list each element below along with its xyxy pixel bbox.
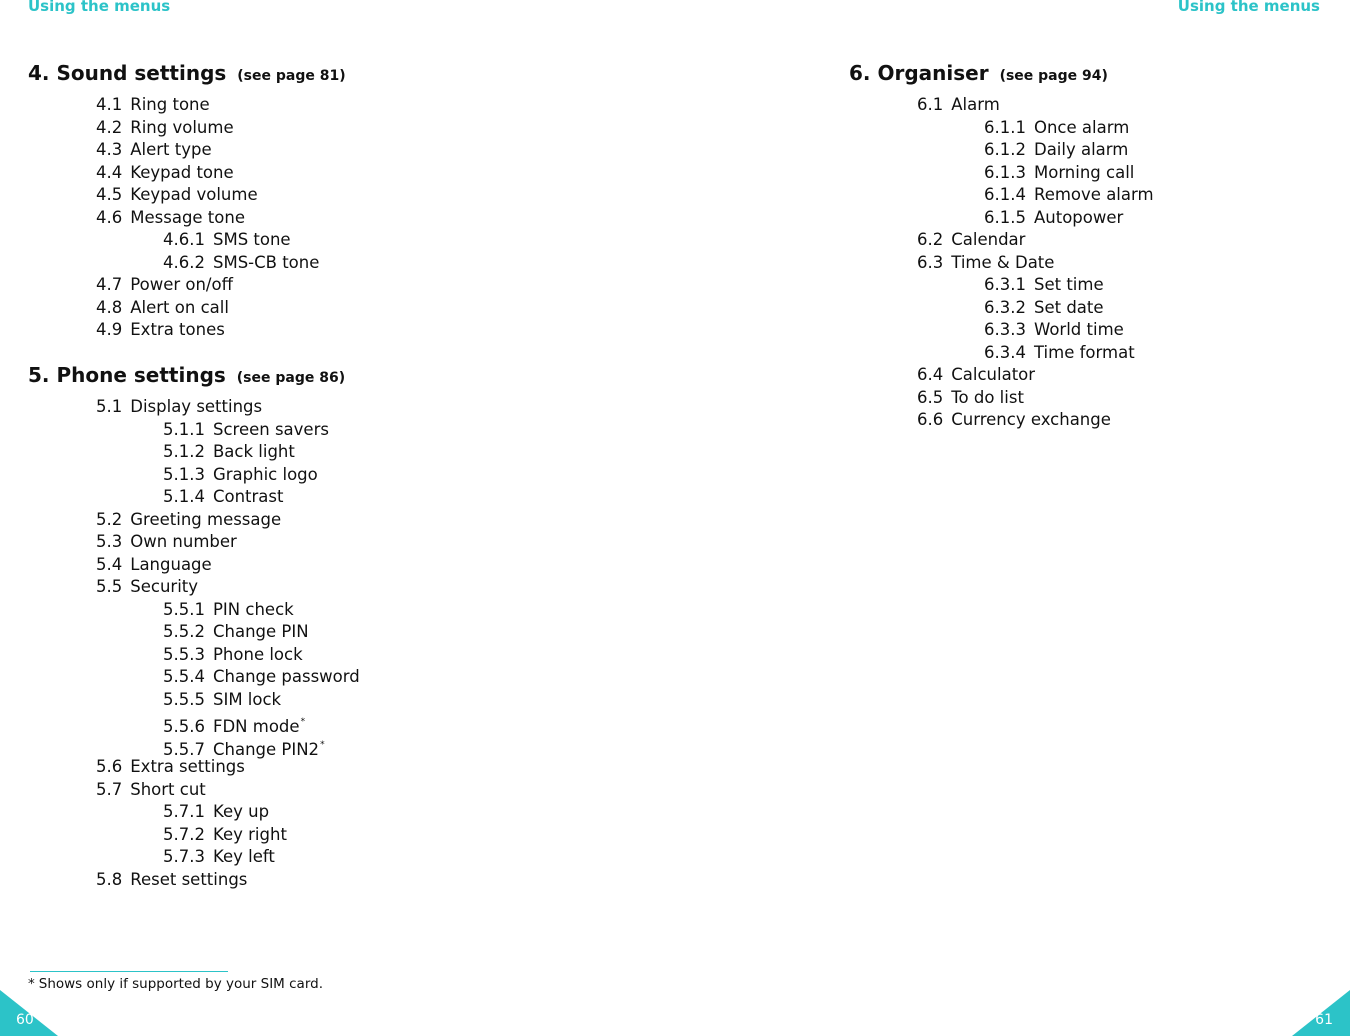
menu-item-label: Morning call [1033,162,1135,182]
menu-item-number: 4.8 [96,297,123,317]
menu-item [28,531,360,554]
menu-item [28,117,346,140]
menu-item-number: 5.5.2 [163,622,205,641]
menu-item-label: Reset settings [130,869,248,889]
menu-item [28,252,346,275]
menu-item-number: 5.1 [96,397,123,416]
menu-item [849,207,1154,230]
menu-item [849,319,1154,342]
menu-item-label: FDN mode [212,717,300,736]
menu-item-label: Change PIN [212,622,309,641]
menu-item-number: 5.5.7 [163,739,205,759]
menu-item-label: Key up [212,802,270,821]
menu-item-number: 6.3.1 [984,275,1026,294]
footnote-divider [30,971,228,972]
menu-item-label: Security [130,577,199,596]
menu-item-number: 5.5.3 [163,644,205,664]
menu-item [28,297,346,320]
menu-item [28,846,360,869]
menu-item-label: Own number [130,532,237,551]
menu-item [849,409,1154,432]
menu-item [28,801,360,824]
menu-item-label: Keypad tone [130,162,234,182]
menu-item-label: Ring tone [130,95,210,114]
menu-item-label: Phone lock [212,644,303,664]
menu-item-label: SMS tone [212,230,291,249]
see-page-reference: (see page 81) [237,68,346,84]
footnote-reference-mark: * [300,717,306,727]
see-page-reference: (see page 94) [999,68,1108,84]
menu-item [28,486,360,509]
section-number: 6. [849,61,871,85]
menu-item-label: Once alarm [1033,117,1130,137]
menu-item [28,779,360,802]
menu-item-number: 5.6 [96,757,123,776]
menu-item [28,689,360,712]
section-number: 4. [28,61,50,85]
section-sound-settings [28,60,346,342]
menu-item [849,117,1154,140]
menu-item-number: 6.1 [917,95,944,114]
menu-item-label: Extra settings [130,757,245,776]
menu-item-number: 5.5.6 [163,717,205,736]
menu-list [849,94,1154,432]
menu-item [28,207,346,230]
menu-item-label: Extra tones [130,320,225,339]
section-phone-settings [28,362,360,891]
menu-item [849,364,1154,387]
section-organiser [849,60,1154,432]
menu-item-label: Alarm [951,95,1000,114]
menu-item-number: 6.5 [917,387,944,407]
menu-item-number: 5.5 [96,577,123,596]
menu-item-number: 6.2 [917,230,944,249]
menu-item [28,824,360,847]
menu-item-label: To do list [951,387,1024,407]
menu-item-number: 4.7 [96,275,123,294]
menu-item-label: Alert type [130,140,212,159]
menu-item [28,554,360,577]
footnote-mark: * [28,976,35,992]
menu-item-number: 5.8 [96,869,123,889]
footnote [28,976,323,992]
page-number-right: 61 [1315,1012,1333,1028]
menu-item [28,644,360,667]
menu-list [28,396,360,891]
page-corner-left-triangle-icon [0,990,58,1036]
menu-item-number: 5.7.3 [163,847,205,866]
menu-item-number: 4.6.2 [163,252,205,272]
menu-item [28,162,346,185]
page-corner-right-triangle-icon [1292,990,1350,1036]
menu-item-number: 6.1.5 [984,207,1026,227]
menu-item-number: 4.5 [96,185,123,204]
menu-item-label: Short cut [130,779,206,799]
menu-item [28,869,360,892]
menu-item [849,342,1154,365]
menu-item-number: 4.1 [96,95,123,114]
menu-item-label: Change PIN2 [212,739,320,759]
menu-list [28,94,346,342]
section-heading [28,362,360,388]
section-number: 5. [28,363,50,387]
menu-item-label: Message tone [130,207,245,227]
menu-item-label: Alert on call [130,297,229,317]
menu-item [849,229,1154,252]
menu-item [28,756,360,779]
menu-item-number: 6.1.4 [984,185,1026,204]
menu-item-number: 5.1.2 [163,442,205,461]
menu-item-label: Key left [212,847,275,866]
menu-item-label: Language [130,554,212,574]
menu-item-number: 5.7.2 [163,824,205,844]
section-title: Phone settings [56,363,226,387]
menu-item [28,666,360,689]
menu-item-label: Set time [1033,275,1104,294]
menu-item-number: 5.4 [96,554,123,574]
menu-item-label: Calculator [951,365,1036,384]
menu-item [28,441,360,464]
menu-item-label: Display settings [130,397,263,416]
menu-item [849,162,1154,185]
menu-item-label: Greeting message [130,509,282,529]
menu-item-label: Remove alarm [1033,185,1154,204]
menu-item-number: 6.1.1 [984,117,1026,137]
menu-item-number: 5.2 [96,509,123,529]
menu-item-label: Graphic logo [212,464,318,484]
menu-item [849,94,1154,117]
menu-item-label: Contrast [212,487,284,506]
menu-item-number: 5.1.1 [163,419,205,439]
menu-item-number: 6.1.3 [984,162,1026,182]
menu-item-label: Ring volume [130,117,234,137]
section-title: Organiser [877,61,989,85]
menu-item-label: Calendar [951,230,1026,249]
menu-item [28,184,346,207]
footnote-reference-mark: * [320,739,325,750]
menu-item [28,464,360,487]
menu-item [28,94,346,117]
menu-item-label: Time format [1033,342,1135,362]
menu-item-label: PIN check [212,599,294,619]
menu-item [28,576,360,599]
menu-item-label: Autopower [1033,207,1124,227]
menu-item-number: 5.1.4 [163,487,205,506]
menu-item [28,139,346,162]
menu-item [28,711,360,734]
menu-item-number: 5.3 [96,532,123,551]
menu-item [28,509,360,532]
menu-item [849,252,1154,275]
menu-item-label: Set date [1033,297,1104,317]
menu-item [28,274,346,297]
menu-item [28,419,360,442]
menu-item [28,319,346,342]
menu-item [28,621,360,644]
menu-item [28,396,360,419]
menu-item-label: SMS-CB tone [212,252,320,272]
menu-item-number: 5.5.4 [163,667,205,686]
menu-item-label: Time & Date [951,252,1055,272]
menu-item-label: Power on/off [130,275,233,294]
menu-item-label: SIM lock [212,689,282,709]
running-head-left: Using the menus [28,0,171,15]
menu-item-number: 5.1.3 [163,464,205,484]
menu-item-number: 4.3 [96,140,123,159]
footnote-text: Shows only if supported by your SIM card. [38,976,323,992]
menu-item-label: Daily alarm [1033,140,1129,159]
menu-item-number: 5.7.1 [163,802,205,821]
menu-item-number: 4.6 [96,207,123,227]
menu-item-label: Change password [212,667,360,686]
menu-item-number: 6.3 [917,252,944,272]
menu-item-label: Currency exchange [951,410,1111,429]
menu-item-number: 4.4 [96,162,123,182]
page-number-left: 60 [16,1012,34,1028]
section-heading [28,60,346,86]
menu-item-number: 4.2 [96,117,123,137]
menu-item-number: 6.3.2 [984,297,1026,317]
menu-item-label: Keypad volume [130,185,258,204]
menu-item-number: 6.6 [917,410,944,429]
menu-item-label: Screen savers [212,419,329,439]
menu-item-number: 6.4 [917,365,944,384]
menu-item [28,599,360,622]
running-head-right: Using the menus [1177,0,1320,15]
menu-item-number: 4.6.1 [163,230,205,249]
menu-item-label: Back light [212,442,295,461]
menu-item [849,184,1154,207]
menu-item-number: 6.1.2 [984,140,1026,159]
menu-item-number: 6.3.3 [984,320,1026,339]
menu-item-number: 4.9 [96,320,123,339]
menu-item [849,274,1154,297]
see-page-reference: (see page 86) [236,370,346,386]
menu-item-label: World time [1033,320,1124,339]
menu-item [28,229,346,252]
menu-item [849,387,1154,410]
section-heading [849,60,1154,86]
menu-item-number: 5.5.1 [163,599,205,619]
menu-item-number: 5.5.5 [163,689,205,709]
menu-item [849,139,1154,162]
menu-item-label: Key right [212,824,287,844]
menu-item [849,297,1154,320]
menu-item-number: 6.3.4 [984,342,1026,362]
section-title: Sound settings [56,61,227,85]
menu-item-number: 5.7 [96,779,123,799]
menu-item [28,734,360,757]
